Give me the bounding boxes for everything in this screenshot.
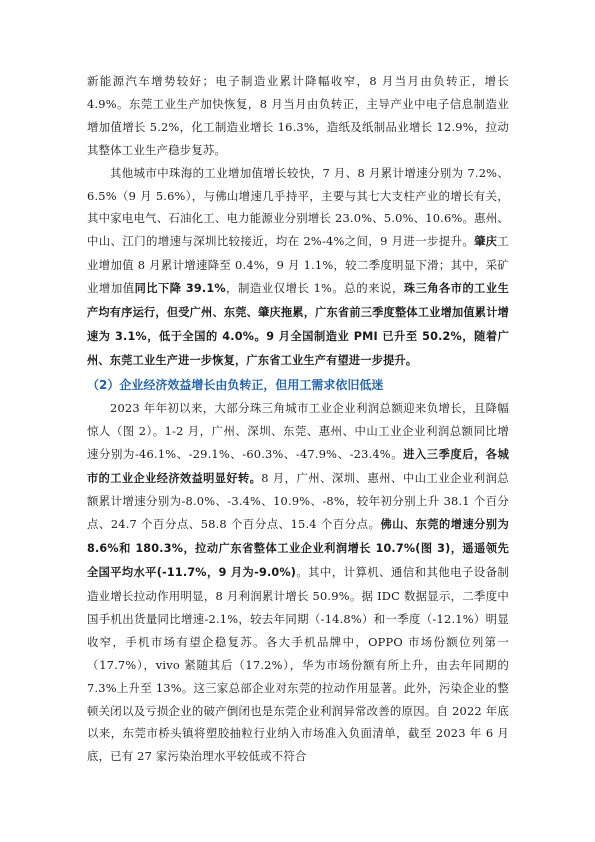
paragraph-2-run-3: 工业增加值 8 月累计增速降至 0.4%，9 月 1.1%，较二季度明显下滑；其中，采矿业增加值 (87, 234, 509, 296)
paragraph-2 (87, 162, 509, 373)
paragraph-2-run-2: 肇庆 (474, 235, 498, 249)
paragraph-2-run-5: ，制造业仅增长 1%。总的来说， (225, 281, 404, 296)
document-body (87, 70, 509, 768)
paragraph-1-run-1: 新能源汽车增势较好；电子制造业累计降幅收窄，8 月当月由负转正，增长 4.9%。东莞工业生产加快恢复，8 月当月由负转正，主导产业中电子信息制造业增加值增长 5.2%，化工制造业增长 16.3%，造纸及纸制品业增长 12.9%，拉动其整体工业生产稳步复苏。 (87, 74, 509, 157)
paragraph-3-run-5: 。其中，计算机、通信和其他电子设备制造业增长拉动作用明显，8 月利润累计增长 50.9%。据 IDC 数据显示，二季度中国手机出货量同比增速-2.1%，较去年同期（-14.8%）和一季度（-12.1%）明显收窄，手机市场有望企稳复苏。各大手机品牌中，OPPO 市场份额位列第一（17.7%），vivo 紧随其后（17.2%），华为市场份额有所上升，由去年同期的 7.3%上升至 13%。这三家总部企业对东莞的拉动作用显著。此外，污染企业的整顿关闭以及亏损企业的破产倒闭也是东莞企业利润异常改善的原因。自 2022 年底以来，东莞市桥头镇将塑胶抽粒行业纳入市场准入负面清单，截至 2023 年 6 月底，已有 27 家污染治理水平较低或不符合 (87, 565, 509, 764)
paragraph-3 (87, 397, 509, 769)
paragraph-3-run-2: 进入三季度后，各城市的工业企业经济效益明显好转。 (87, 447, 509, 485)
paragraph-1 (87, 70, 509, 162)
paragraph-2-run-1: 其他城市中珠海的工业增加值增长较快，7 月、8 月累计增速分别为 7.2%、6.5%（9 月 5.6%），与佛山增速几乎持平，主要与其七大支柱产业的增长有关，其中家电电气、石油化工、电力能源业分别增长 23.0%、5.0%、10.6%。惠州、中山、江门的增速与深圳比较接近，均在 2%-4%之间，9 月进一步提升。 (87, 165, 509, 249)
paragraph-3-run-4: 佛山、东莞的增速分别为 8.6%和 180.3%，拉动广东省整体工业企业利润增长 10.7%(图 3)，遥遥领先全国平均水平(-11.7%，9 月为-9.0%) (87, 518, 509, 580)
section-heading: （2）企业经济效益增长由负转正，但用工需求依旧低迷 (87, 377, 384, 392)
paragraph-3-run-1: 2023 年年初以来，大部分珠三角城市工业企业利润总额迎来负增长，且降幅惊人（图 2）。1-2 月，广州、深圳、东莞、惠州、中山工业企业利润总额同比增速分别为-46.1%、-29.1%、-60.3%、-47.9%、-23.4%。 (87, 400, 509, 461)
paragraph-3-run-3: 8 月，广州、深圳、惠州、中山工业企业利润总额累计增速分别为-8.0%、-3.4%、10.9%、-8%，较年初分别上升 38.1 个百分点、24.7 个百分点、58.8 个百分点、15.4 个百分点。 (87, 470, 509, 532)
paragraph-2-run-6: 珠三角各市的工业生产均有序运行，但受广州、东莞、肇庆拖累，广东省前三季度整体工业增加值累计增速为 3.1%，低于全国的 4.0%。9 月全国制造业 PMI 已升至 50.2%，随着广州、东莞工业生产进一步恢复，广东省工业生产有望进一步提升。 (87, 282, 509, 367)
paragraph-2-run-4: 同比下降 39.1% (134, 282, 226, 296)
